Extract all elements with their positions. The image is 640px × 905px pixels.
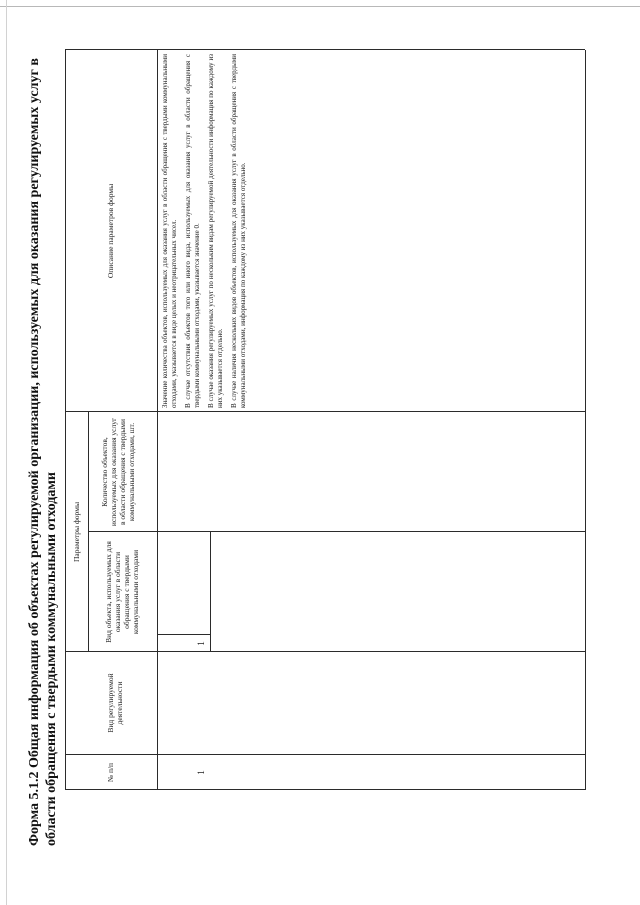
table-border-bottom: [585, 50, 586, 790]
row-number: 1: [196, 770, 206, 775]
header-row-divider: [157, 50, 158, 790]
form-page: [20, 20, 620, 860]
form-title: Форма 5.1.2 Общая информация об объектах регулируемой организации, используемых для оказания регулируемых услуг в области обращения с твердыми коммунальными отходами: [27, 58, 59, 846]
col-divider-activity: [65, 651, 585, 652]
table-border-left: [65, 789, 585, 790]
description-paragraph-3: В случае оказания регулируемых услуг по нескольким видам регулируемой деятельности информация по каждому из них указывается отдельно.: [207, 54, 224, 408]
header-description: Описание параметров формы: [106, 183, 115, 279]
col-divider-num: [65, 754, 585, 755]
description-text: [161, 54, 581, 408]
table-border-right: [65, 49, 585, 50]
col-divider-object-index: [157, 634, 210, 635]
scan-left-rule: [6, 0, 7, 905]
col-divider-object-count: [65, 411, 585, 412]
header-object-type: Вид объекта, используемых для оказания услуг в области обращения с твердыми коммунальными отходами: [104, 541, 140, 643]
rotated-page-wrapper: [20, 20, 620, 860]
table-border-top: [65, 50, 66, 790]
col-divider-object-type: [88, 531, 585, 532]
object-index: 1: [196, 641, 206, 646]
description-paragraph-4: В случае наличия нескольких видов объектов, используемых для оказания услуг в области обращения с твердыми коммунальными отходами, информация по каждому из них указывается отдельно.: [230, 54, 247, 408]
scan-top-rule: [0, 6, 640, 7]
description-paragraph-2: В случае отсутствия объектов того или иного вида, используемых для оказания услуг в области обращения с твердыми коммунальными отходами, указывается значение 0.: [184, 54, 201, 408]
header-object-count: Количество объектов, используемых для оказания услуг в области обращения с твердыми коммунальными отходами, шт.: [100, 417, 136, 527]
object-subrow-divider: [210, 532, 211, 652]
header-num: № п/п: [106, 762, 115, 783]
header-activity: Вид регулируемой деятельности: [106, 673, 124, 733]
description-paragraph-1: Значение количества объектов, используемых для оказания услуг в области обращения с твердыми коммунальными отходами, указывается в виде целых и неотрицательных чисел.: [161, 54, 178, 408]
group-header-divider: [88, 412, 89, 652]
group-header-form-parameters: Параметры формы: [72, 502, 81, 562]
